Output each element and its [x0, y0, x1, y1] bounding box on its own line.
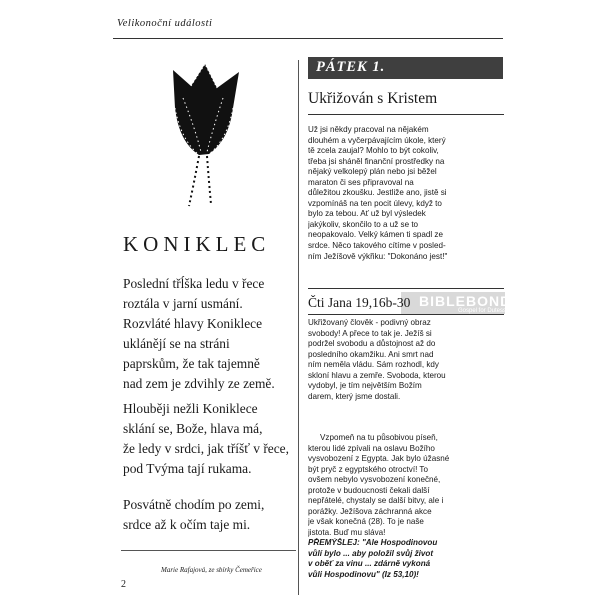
- paragraph-line: vůlí bylo ... aby položil svůj život: [308, 548, 434, 558]
- paragraph-line: je však konečná (28). To je naše: [308, 517, 424, 527]
- poem-stanza-1: [123, 274, 323, 394]
- poem-line: Rozvláté hlavy Koniklece: [123, 316, 263, 331]
- title-rule: [308, 114, 504, 115]
- poem-title: KONIKLEC: [123, 232, 271, 256]
- paragraph-line: jakýkoliv, skončilo to a už se to: [308, 219, 419, 229]
- paragraph-line: porážky. Ježíšova záchranná akce: [308, 506, 432, 516]
- paragraph-line: srdce. Něco takového cítíme v posled-: [308, 241, 446, 251]
- poem-line: uklánějí se na stráni: [123, 336, 230, 351]
- devotion-title: Ukřižován s Kristem: [308, 90, 438, 107]
- paragraph-line: vzpomínáš na ten pocit úlevy, když to: [308, 198, 442, 208]
- header-rule: [113, 38, 503, 39]
- body-paragraph-2: [308, 433, 503, 538]
- poem-line: srdce až k očím taje mi.: [123, 517, 251, 532]
- running-header: Velikonoční události: [117, 18, 213, 29]
- tulip-illustration: [153, 58, 253, 228]
- day-heading: PÁTEK 1.: [316, 59, 386, 75]
- paragraph-line: třeba jsi sháněl finanční prostředky na: [308, 156, 445, 166]
- paragraph-line: skloní hlavu a zemře. Svoboda, kterou: [308, 370, 446, 380]
- paragraph-line: nějaký velkolepý plán nebo jsi běžel: [308, 167, 437, 177]
- poem-stanza-3: [123, 495, 323, 535]
- watermark-logo: BIBLEBOND: [419, 293, 512, 309]
- poem-line: Posvátně chodím po zemi,: [123, 497, 265, 512]
- paragraph-line: dlouhém a vyčerpávajícím úkole, který: [308, 135, 446, 145]
- poem-attribution: Marie Rafajová, ze sbírky Čemeřice: [161, 566, 262, 574]
- paragraph-line: darem, který jsme dostali.: [308, 391, 401, 401]
- paragraph-line: PŘEMÝŠLEJ: "Ale Hospodinovou: [308, 538, 438, 547]
- paragraph-line: protože v budoucnosti čekali další: [308, 485, 430, 495]
- poem-rule: [121, 550, 296, 551]
- paragraph-line: posledního okamžiku. Ani smrt nad: [308, 349, 434, 359]
- paragraph-line: ním Ježíšově výkřiku: "Dokonáno jest!": [308, 251, 448, 261]
- poem-line: pod Tvýma tají rukama.: [123, 461, 252, 476]
- poem-stanza-2: [123, 399, 323, 479]
- reflection-quote: [308, 538, 503, 580]
- paragraph-line: bylo za tebou. Ať už byl výsledek: [308, 209, 426, 219]
- body-paragraph-1: [308, 318, 503, 402]
- poem-line: roztála v jarní usmání.: [123, 296, 243, 311]
- paragraph-line: Ukřižovaný člověk - podivný obraz: [308, 318, 431, 327]
- poem-line: Poslední třĺška ledu v řece: [123, 276, 265, 291]
- watermark-tagline: Gospel for Dutesse: [458, 308, 510, 314]
- intro-rule: [308, 288, 504, 289]
- paragraph-line: tě zcela zaujal? Mohlo to být cokoliv,: [308, 146, 439, 156]
- paragraph-line: Už jsi někdy pracoval na nějakém: [308, 125, 429, 134]
- paragraph-line: vůli Hospodinovu" (Iz 53,10)!: [308, 569, 419, 579]
- paragraph-line: ovšem nebylo vysvobození konečné,: [308, 475, 441, 485]
- paragraph-line: nepřátelé, chystaly se další bitvy, ale i: [308, 496, 444, 506]
- paragraph-line: kterou lidé zpívali na oslavu Božího: [308, 443, 435, 453]
- bible-reading: Čti Jana 19,16b-30: [308, 295, 411, 310]
- paragraph-line: vysvobození z Egypta. Jak bylo úžasné: [308, 454, 450, 464]
- poem-line: sklání se, Bože, hlava má,: [123, 421, 263, 436]
- page-number: 2: [121, 579, 126, 590]
- paragraph-line: jistota. Buď mu sláva!: [308, 527, 386, 537]
- paragraph-line: maraton či ses připravoval na: [308, 177, 414, 187]
- paragraph-line: vydobyl, je tím největším Božím: [308, 381, 422, 391]
- poem-line: Hlouběji nežli Koniklece: [123, 401, 258, 416]
- book-page: [103, 8, 518, 593]
- paragraph-line: podržel svobodu a důstojnost až do: [308, 339, 436, 349]
- poem-line: paprskům, že tak tajemně: [123, 356, 260, 371]
- day-heading-box: [308, 57, 503, 79]
- paragraph-line: Vzpomeň na tu působivou píseň,: [320, 433, 438, 442]
- column-divider: [298, 60, 299, 595]
- intro-paragraph: [308, 125, 503, 262]
- paragraph-line: být pryč z egyptského otroctví! To: [308, 464, 428, 474]
- paragraph-line: důležitou zkoušku. Jestliže ano, jistě si: [308, 188, 447, 198]
- paragraph-line: v oběť za vinu ... zdárně vykoná: [308, 559, 431, 569]
- paragraph-line: ním neměla vládu. Sám rozhodl, kdy: [308, 360, 439, 370]
- poem-line: že ledy v srdci, jak tříšť v řece,: [123, 441, 289, 456]
- reading-rule: [308, 314, 504, 315]
- paragraph-line: svobody! A přece to tak je. Ježíš si: [308, 328, 432, 338]
- paragraph-line: neopakovalo. Velký kámen ti spadl ze: [308, 230, 443, 240]
- poem-line: nad zem je zdvihly ze země.: [123, 376, 275, 391]
